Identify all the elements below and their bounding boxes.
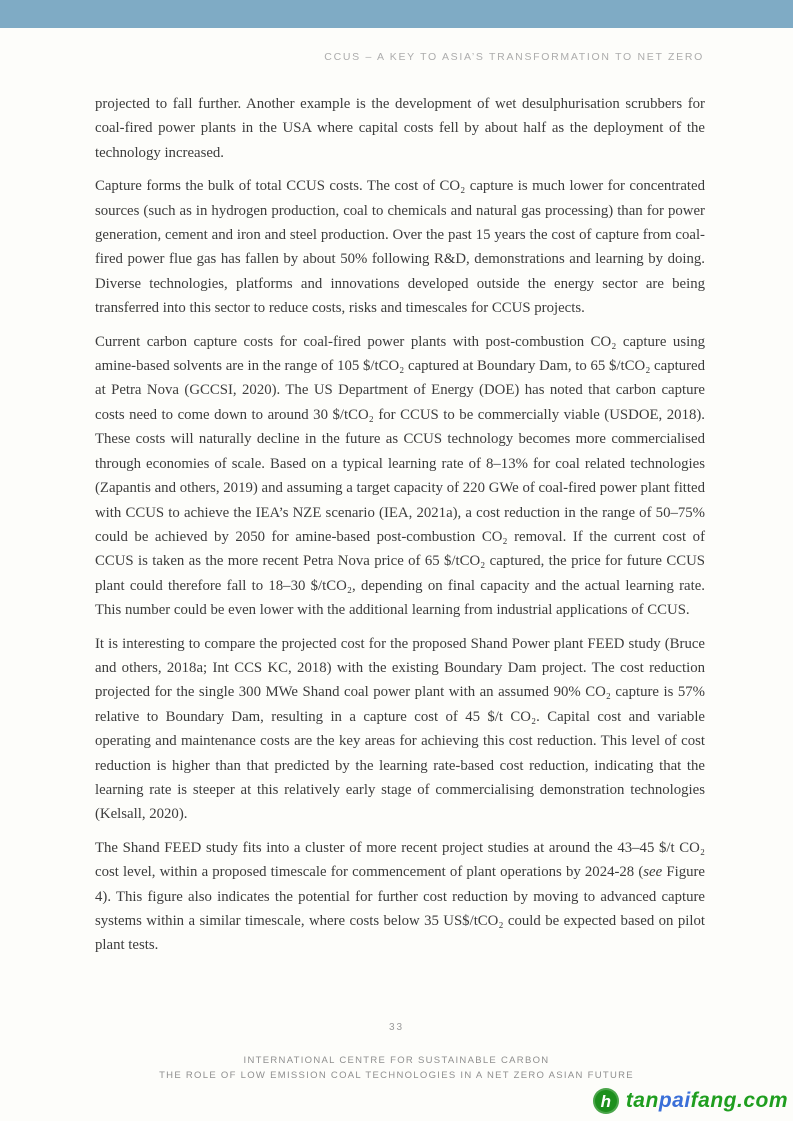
- paragraph: Current carbon capture costs for coal-fired power plants with post-combustion CO₂ capture using amine-based solvents are in the range of 105 $/tCO₂ captured at Boundary Dam, to 65 $/tCO₂ captured at Petra Nova (GCCSI, 2020). The US Department of Energy (DOE) has noted that carbon capture costs need to come down to around 30 $/tCO₂ for CCUS to be commercially viable (USDOE, 2018). These costs will naturally decline in the future as CCUS technology becomes more commercialised through economies of scale. Based on a typical learning rate of 8–13% for coal related technologies (Zapantis and others, 2019) and assuming a target capacity of 220 GWe of coal-fired power plant fitted with CCUS to achieve the IEA’s NZE scenario (IEA, 2021a), a cost reduction in the range of 50–75% could be achieved by 2050 for amine-based post-combustion CO₂ removal. If the current cost of CCUS is taken as the more recent Petra Nova price of 65 $/tCO₂ captured, the price for future CCUS plant could therefore fall to 18–30 $/tCO₂, depending on final capacity and the actual learning rate. This number could be even lower with the additional learning from industrial applications of CCUS.: [95, 333, 705, 619]
- paragraph: It is interesting to compare the projected cost for the proposed Shand Power plant FEED study (Bruce and others, 2018a; Int CCS KC, 2018) with the existing Boundary Dam project. The cost reduction projected for the single 300 MWe Shand coal power plant with an assumed 90% CO₂ capture is 57% relative to Boundary Dam, resulting in a capture cost of 45 $/t CO₂. Capital cost and variable operating and maintenance costs are the key areas for achieving this cost reduction. This level of cost reduction is higher than that predicted by the learning rate-based cost reduction, indicating that the learning rate is steeper at this relatively early stage of commercialising demonstration technologies (Kelsall, 2020).: [95, 635, 705, 823]
- footer-line-2: THE ROLE OF LOW EMISSION COAL TECHNOLOGIES IN A NET ZERO ASIAN FUTURE: [159, 1069, 634, 1081]
- page-number: 33: [388, 1022, 405, 1033]
- page-footer: [0, 1054, 793, 1083]
- paragraph: Capture forms the bulk of total CCUS costs. The cost of CO₂ capture is much lower for concentrated sources (such as in hydrogen production, coal to chemicals and natural gas processing) than for power generation, cement and iron and steel production. Over the past 15 years the cost of capture from coal-fired power flue gas has fallen by about 50% following R&D, demonstrations and learning by doing. Diverse technologies, platforms and innovations developed outside the energy sector are being transferred into this sector to reduce costs, risks and timescales for CCUS projects.: [95, 178, 705, 317]
- tanpaifang-logo-icon: h: [593, 1088, 619, 1114]
- footer-line-1: INTERNATIONAL CENTRE FOR SUSTAINABLE CARBON: [243, 1055, 550, 1066]
- tanpaifang-logo-text: tanpaifang.com: [625, 1089, 788, 1112]
- top-accent-band: [0, 0, 793, 28]
- paragraph: projected to fall further. Another example is the development of wet desulphurisation scrubbers for coal-fired power plants in the USA where capital costs fell by about half as the deployment of the technology increased.: [95, 96, 705, 161]
- paragraph: The Shand FEED study fits into a cluster of more recent project studies at around the 43–45 $/t CO₂ cost level, within a proposed timescale for commencement of plant operations by 2024-28 (see Figure 4). This figure also indicates the potential for further cost reduction by moving to advanced capture systems within a similar timescale, where costs below 35 US$/tCO₂ could be expected based on pilot plant tests.: [95, 839, 705, 954]
- tanpaifang-logo[interactable]: [593, 1086, 788, 1116]
- body-content: [95, 92, 705, 967]
- running-header: CCUS – A KEY TO ASIA’S TRANSFORMATION TO NET ZERO: [324, 51, 704, 63]
